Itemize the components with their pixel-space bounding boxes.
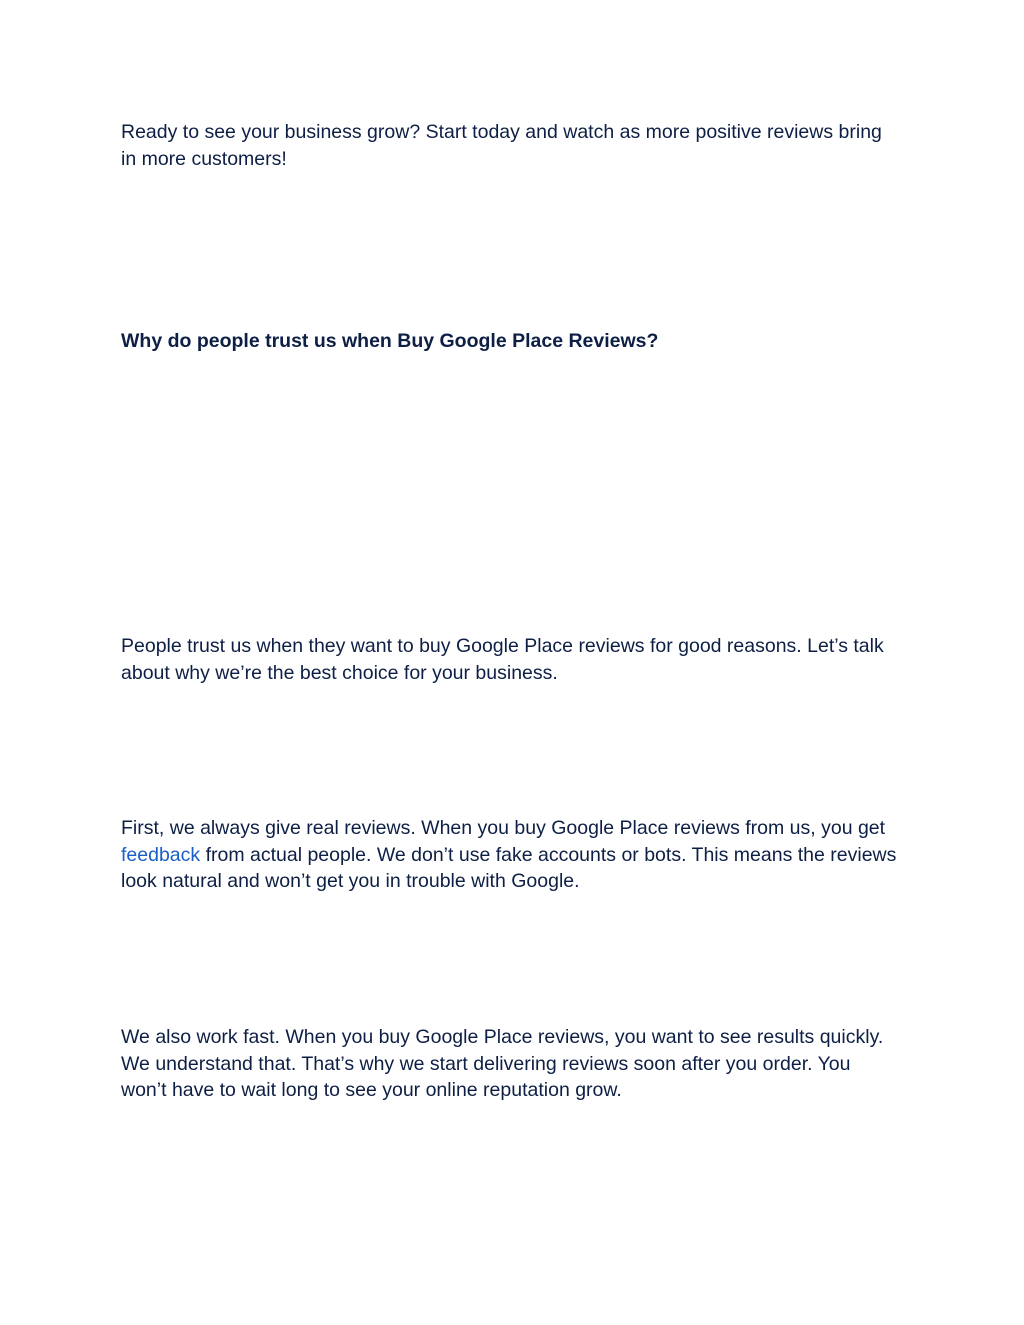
- section-heading: Why do people trust us when Buy Google Place Reviews?: [121, 330, 659, 352]
- feedback-link[interactable]: feedback: [121, 843, 201, 866]
- trust-paragraph: People trust us when they want to buy Google Place reviews for good reasons. Let’s talk about why we’re the best choice for your business.: [121, 635, 884, 684]
- real-reviews-paragraph: [121, 815, 901, 895]
- fast-delivery-paragraph: We also work fast. When you buy Google Place reviews, you want to see results quickly. We understand that. That’s why we start delivering reviews soon after you order. You won’t have to wait long to see your online reputation grow.: [121, 1026, 884, 1102]
- real-reviews-text-start: First, we always give real reviews. When you buy Google Place reviews from us, you get: [121, 817, 886, 839]
- intro-paragraph: Ready to see your business grow? Start today and watch as more positive reviews bring in more customers!: [121, 121, 882, 170]
- real-reviews-text-end: from actual people. We don’t use fake accounts or bots. This means the reviews look natural and won’t get you in trouble with Google.: [121, 843, 897, 893]
